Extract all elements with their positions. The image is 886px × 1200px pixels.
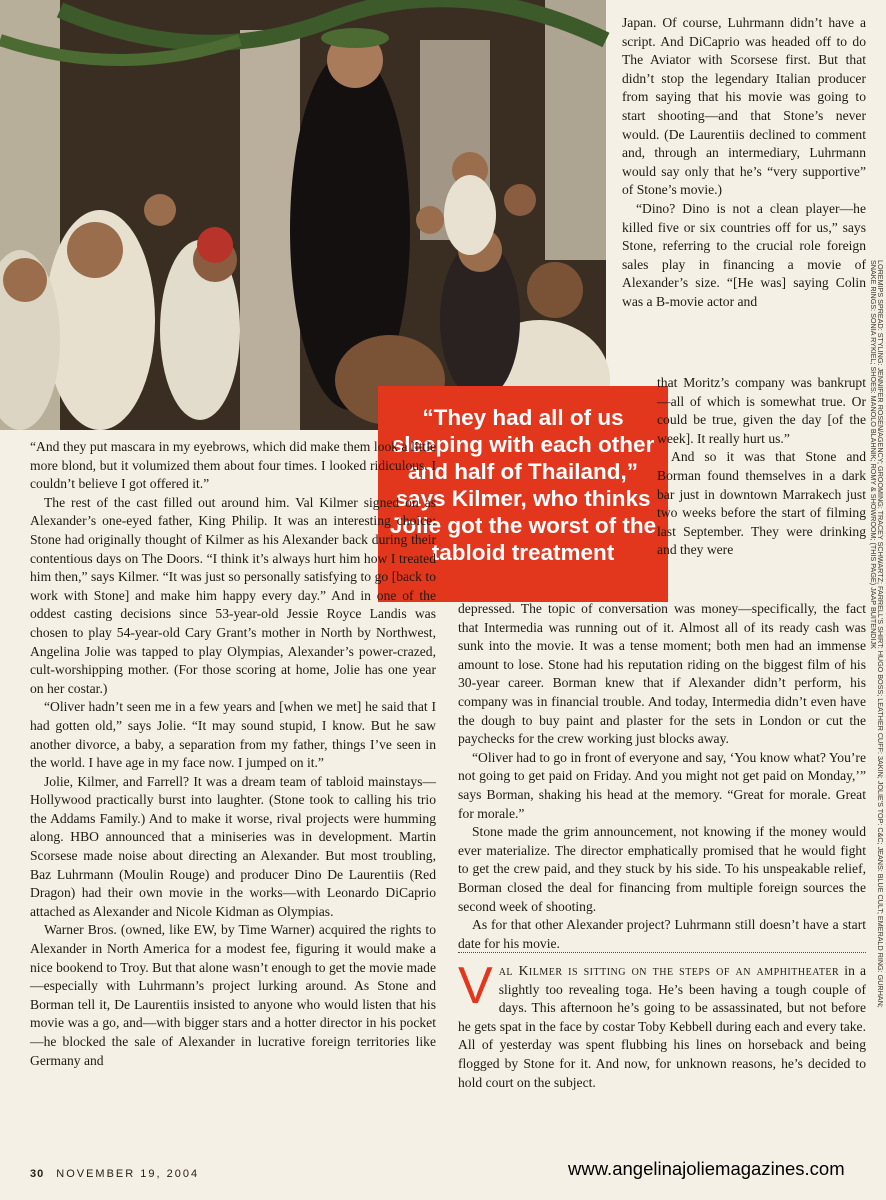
paragraph: that Moritz’s company was bankrupt—all of which is somewhat true. Or could be true, given the day [of the week]. It really hurt us.” [657,375,866,446]
paragraph: Warner Bros. (owned, like EW, by Time Warner) acquired the rights to Alexander in North America for a modest fee, figuring it would make a nice bookend to Troy. But that alone wasn’t enough to get the movie made—especially with Luhrmann’s project lurking around. As Stone and Borman tell it, De Laurentiis insisted to anyone who would listen that his movie was a go, and—with bigger stars and a hotter director in his pocket—he blocked the sale of Alexander in lucrative foreign territories like Germany and [30,922,436,1068]
dropcap-body: in a slightly too revealing toga. He’s been having a tough couple of days. This afternoon he’s going to be assassinated, but not before he gets spat in the face by costar Toby Kebbell during each and every take. All of yesterday was spent flubbing his lines on horseback and being flogged by Stone for it. And now, for unknown reasons, he’s decided to hold court on the subject. [458,963,866,1090]
paragraph: Jolie, Kilmer, and Farrell? It was a dream team of tabloid mainstays—Hollywood practically burst into laughter. (Stone took to calling his trio the Addams Family.) And to make it worse, rival projects were humming along. HBO announced that a miniseries was in development. Martin Scorsese made noise about directing an Alexander. But most troubling, Baz Luhrmann (Moulin Rouge) and producer Dino De Laurentiis (Red Dragon) had their own movie in the works—with Leonardo DiCaprio attached as Alexander and Nicole Kidman as Olympias. [30,773,436,919]
right-column-top [622,14,866,312]
watermark: www.angelinajoliemagazines.com [568,1158,845,1179]
dropcap-paragraph [458,957,866,1092]
paragraph: Stone made the grim announcement, not knowing if the money would ever materialize. The director emphatically promised that he would fight to get the crew paid, and they stuck by his side. To his unspeakable relief, Borman closed the deal for financing from multiple foreign sources the second week of shooting. [458,824,866,914]
film-still-photo [0,0,606,430]
page-footer [30,1168,199,1180]
paragraph: As for that other Alexander project? Luhrmann still doesn’t have a start date for his movie. [458,917,866,951]
small-caps-lead: al Kilmer is sitting on the steps of an amphitheater [498,963,840,978]
paragraph: “Oliver hadn’t seen me in a few years and [when we met] he said that I had gotten old,” says Jolie. “It may sound stupid, I know. But he saw another divorce, a baby, a separation from my father, things I’ve seen in the world. I have age in my face now. I jumped on it.” [30,699,436,771]
left-column [30,438,436,1070]
paragraph: Japan. Of course, Luhrmann didn’t have a script. And DiCaprio was headed off to do The Aviator with Scorsese first. But that didn’t stop the legendary Italian producer from saying that his movie was going to start shooting—and that Stone’s never would. (De Laurentiis declined to comment and, through an intermediary, Luhrmann would say only that he’s “very supportive” of Stone’s movie.) [622,15,866,198]
issue-date: NOVEMBER 19, 2004 [56,1168,200,1180]
photo-credits: LOREMIPS SPREAD: STYLING: JENNIFER ROSEN/AGENCY; GROOMING: TRACEY SCHWARTZ; FARRELL'S SHIRT: HUGO BOSS; LEATHER CUFF: 3AKIN; JOLIE'S TOP: C&C; JEANS: BLUE CULT; EMERALD RING: GURHAN; SNAKE RINGS: SONIA RYKIEL; SHOES: MANOLO BLAHNIK; ROMY & SHOWROOM; (THIS PAGE) JAAP BUITENDIJK [869,260,885,1008]
middle-column [458,600,866,953]
paragraph: And so it was that Stone and Borman found themselves in a dark bar just in downtown Marrakech just two weeks before the start of filming last September. They were drinking and they were [657,449,866,558]
paragraph: “Oliver had to go in front of everyone and say, ‘You know what? You’re not going to get paid on Friday. And you might not get paid on Monday,’” says Borman, shaking his head at the memory. “Great for morale. Great for morale.” [458,749,866,821]
drop-cap: V [458,957,493,1015]
page-number: 30 [30,1168,45,1180]
paragraph: depressed. The topic of conversation was money—specifically, the fact that Intermedia was running out of it. Almost all of its ready cash was sunk into the movie. It was a tense moment; both men had an immense amount to lose. Stone had his reputation riding on the biggest film of his 30-year career. Borman knew that if Alexander didn’t perform, his company was in financial trouble. And today, Intermedia didn’t even have the dough to buy paint and plaster for the sets in London or cut the paychecks for the crew working just blocks away. [458,601,866,747]
photo-illustration [0,0,606,430]
paragraph: “And they put mascara in my eyebrows, which did make them look a little more blond, but it volumized them about four times. I looked ridiculous. I couldn’t believe I got offered it.” [30,439,436,492]
right-column-bottom [657,374,866,560]
paragraph: The rest of the cast filled out around him. Val Kilmer signed on as Alexander’s one-eyed father, King Philip. It was an interesting choice: Stone had originally thought of Kilmer as his Alexander back during their contentious days on The Doors. “I think it’s always hurt him how I treated him then,” says Kilmer. “It was just so personally satisfying to go [back to work with Stone] and make him happy every day.” And in one of the oddest casting decisions since 53-year-old Jessie Royce Landis was chosen to play 54-year-old Cary Grant’s mother in North by Northwest, Angelina Jolie was tapped to play Olympias, Alexander’s power-crazed, cult-worshipping mother. (For those scoring at home, Jolie has one year on her costar.) [30,494,436,696]
pull-quote: “They had all of us sleeping with each other and half of Thailand,” says Kilmer, who thinks Jolie got the worst of the tabloid treatment [378,386,668,602]
section-divider [458,952,866,953]
paragraph: “Dino? Dino is not a clean player—he killed five or six countries off for us,” says Stone, referring to the crucial role foreign sales play in financing a movie of Alexander’s size. “[He was] saying Colin was a B-movie actor and [622,200,866,309]
